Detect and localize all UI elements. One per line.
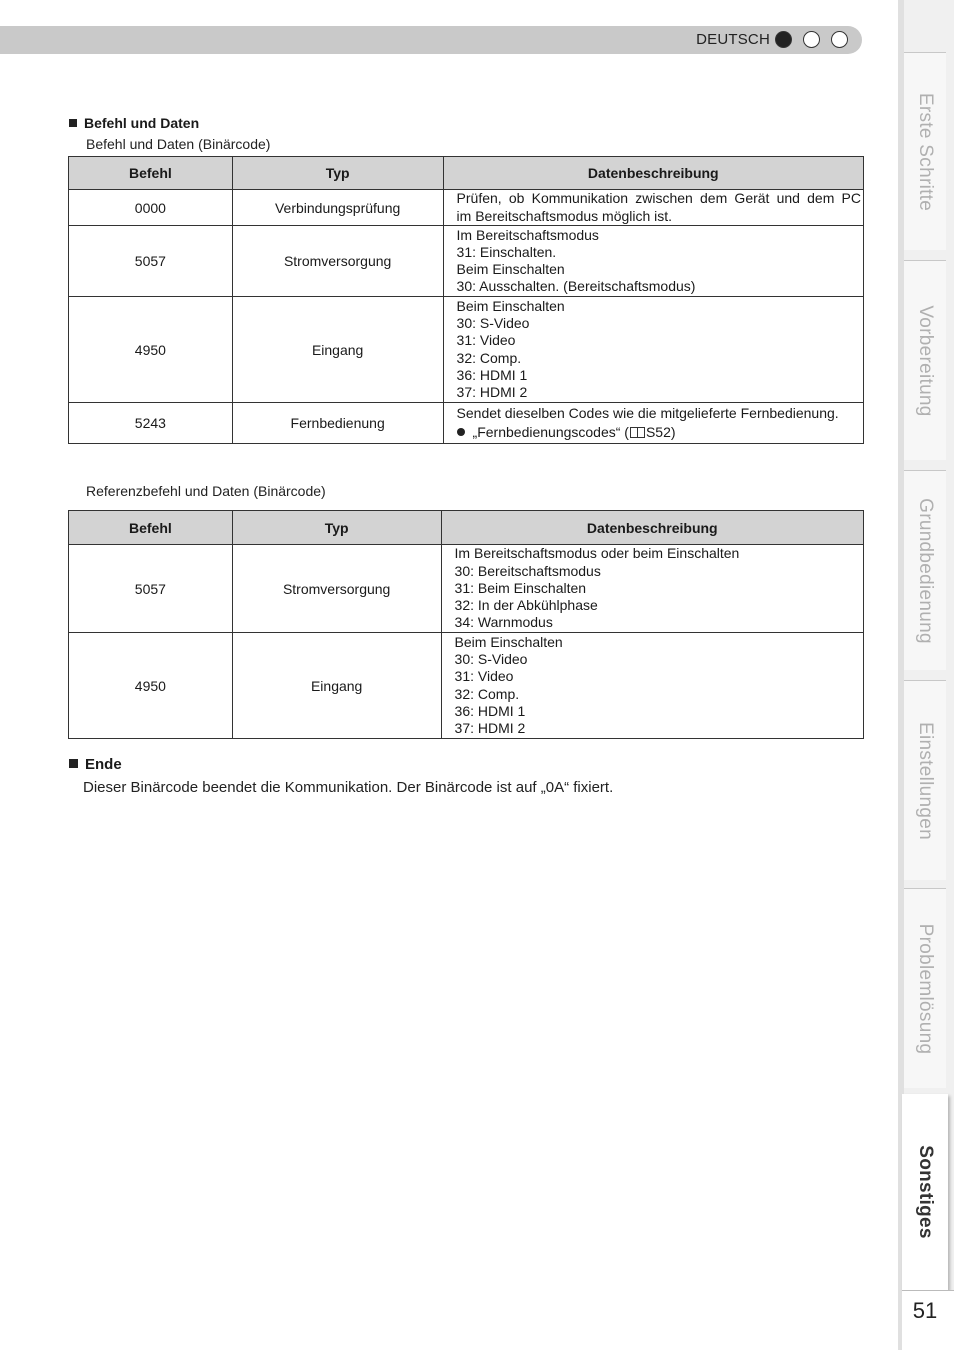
column-header: Typ xyxy=(232,157,443,190)
filled-circle-icon xyxy=(775,31,792,48)
description-cell xyxy=(443,403,863,444)
description-line: im Bereitschaftsmodus möglich ist. xyxy=(456,207,673,224)
bullet-icon xyxy=(457,428,465,436)
tab-grundbedienung[interactable] xyxy=(904,470,946,670)
befehl-cell: 5243 xyxy=(69,403,233,444)
section-subtitle: Referenzbefehl und Daten (Binärcode) xyxy=(86,483,326,499)
table-row xyxy=(69,297,864,403)
description-line: 34: Warnmodus xyxy=(454,614,553,631)
reference-line xyxy=(457,424,861,441)
typ-cell: Eingang xyxy=(232,297,443,403)
typ-cell: Stromversorgung xyxy=(232,545,441,633)
description-cell xyxy=(443,226,863,297)
table-row xyxy=(69,545,864,633)
description-line: 32: In der Abkühlphase xyxy=(454,597,598,614)
end-section-title xyxy=(69,756,122,773)
description-line: Beim Einschalten xyxy=(456,297,565,314)
description-line: 30: S-Video xyxy=(456,315,530,332)
typ-cell: Verbindungsprüfung xyxy=(232,190,443,226)
column-header: Datenbeschreibung xyxy=(441,511,863,545)
description-line: 32: Comp. xyxy=(456,349,522,366)
section-subtitle: Befehl und Daten (Binärcode) xyxy=(86,136,271,152)
tab-sonstiges[interactable] xyxy=(902,1094,948,1290)
tab-erste-schritte[interactable] xyxy=(904,52,946,250)
header-bar xyxy=(0,26,862,54)
typ-cell: Stromversorgung xyxy=(232,226,443,297)
tab-label: Problemlösung xyxy=(915,923,936,1054)
book-reference-icon xyxy=(630,427,645,438)
description-line: 36: HDMI 1 xyxy=(456,366,528,383)
description-line: Sendet dieselben Codes wie die mitgelieferte Fernbedienung. xyxy=(456,404,839,421)
tab-label: Erste Schritte xyxy=(915,92,936,211)
description-line: 31: Einschalten. xyxy=(456,243,557,260)
tab-einstellungen[interactable] xyxy=(904,680,946,880)
section-title-text: Befehl und Daten xyxy=(84,115,200,131)
description-cell xyxy=(441,545,863,633)
square-bullet-icon xyxy=(69,119,77,127)
description-line: 36: HDMI 1 xyxy=(454,702,526,719)
empty-circle-icon xyxy=(803,31,820,48)
tab-label: Vorbereitung xyxy=(915,304,936,417)
description-line: 31: Beim Einschalten xyxy=(454,579,587,596)
description-cell xyxy=(443,190,863,226)
description-line: 31: Video xyxy=(456,332,516,349)
reference-text: „Fernbedienungscodes“ ( xyxy=(472,424,629,440)
end-section-text: Dieser Binärcode beendet die Kommunikation. Der Binärcode ist auf „0A“ fixiert. xyxy=(83,779,614,796)
table-row xyxy=(69,226,864,297)
reference-command-table xyxy=(68,510,864,739)
description-line: Im Bereitschaftsmodus oder beim Einschalten xyxy=(454,545,740,562)
reference-page: S52) xyxy=(645,424,676,440)
table-row xyxy=(69,190,864,226)
table-row xyxy=(69,633,864,739)
befehl-cell: 4950 xyxy=(69,633,233,739)
description-line: Im Bereitschaftsmodus xyxy=(456,226,599,243)
typ-cell: Eingang xyxy=(232,633,441,739)
description-line: 30: Ausschalten. (Bereitschaftsmodus) xyxy=(456,278,696,295)
tab-label: Sonstiges xyxy=(915,1145,936,1239)
tab-problemloesung[interactable] xyxy=(904,888,946,1088)
description-line: 32: Comp. xyxy=(454,685,520,702)
page-number: 51 xyxy=(912,1298,938,1323)
column-header: Typ xyxy=(232,511,441,545)
table-header-row xyxy=(69,157,864,190)
column-header: Befehl xyxy=(69,157,233,190)
table-header-row xyxy=(69,511,864,545)
description-line: Prüfen, ob Kommunikation zwischen dem Gerät und dem PC xyxy=(456,190,861,207)
typ-cell: Fernbedienung xyxy=(232,403,443,444)
tab-label: Grundbedienung xyxy=(915,497,936,644)
befehl-cell: 4950 xyxy=(69,297,233,403)
description-cell xyxy=(443,297,863,403)
description-cell xyxy=(441,633,863,739)
command-table xyxy=(68,156,864,444)
description-line: Beim Einschalten xyxy=(454,633,563,650)
description-line: 30: Bereitschaftsmodus xyxy=(454,562,601,579)
tab-vorbereitung[interactable] xyxy=(904,260,946,460)
table-row xyxy=(69,403,864,444)
section-title xyxy=(69,115,199,131)
empty-circle-icon xyxy=(831,31,848,48)
language-label: DEUTSCH xyxy=(696,31,770,48)
description-line: 31: Video xyxy=(454,668,514,685)
square-bullet-icon xyxy=(69,759,78,768)
befehl-cell: 5057 xyxy=(69,226,233,297)
description-line: 37: HDMI 2 xyxy=(456,383,528,400)
description-line: 30: S-Video xyxy=(454,651,528,668)
description-line: 37: HDMI 2 xyxy=(454,719,526,736)
column-header: Befehl xyxy=(69,511,233,545)
description-line: Beim Einschalten xyxy=(456,261,565,277)
befehl-cell: 0000 xyxy=(69,190,233,226)
tab-label: Einstellungen xyxy=(915,721,936,840)
befehl-cell: 5057 xyxy=(69,545,233,633)
end-title-text: Ende xyxy=(85,756,122,773)
column-header: Datenbeschreibung xyxy=(443,157,863,190)
